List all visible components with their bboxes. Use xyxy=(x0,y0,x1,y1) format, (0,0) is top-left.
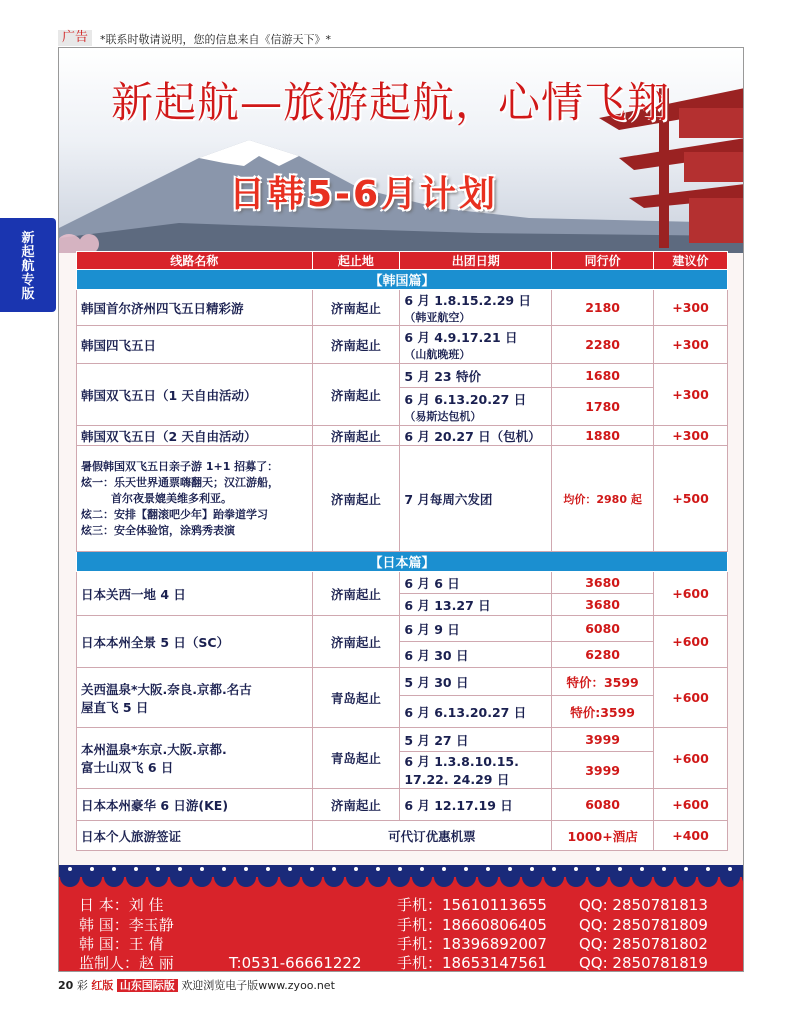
suggested-price: +600 xyxy=(654,616,728,668)
section-korea xyxy=(77,270,728,290)
contact-panel xyxy=(59,873,744,972)
route-name: 韩国四飞五日 xyxy=(77,326,313,364)
date-line: 6 月 6.13.20.27 日 xyxy=(400,696,552,728)
contact-name: 韩 国：王 倩 xyxy=(79,935,164,953)
table-row xyxy=(77,446,728,552)
trade-price: 1680 xyxy=(552,364,654,388)
trade-price: 2180 xyxy=(552,290,654,326)
column-header: 建议价 xyxy=(654,252,728,270)
table-row xyxy=(77,326,728,364)
side-tab-char: 航 xyxy=(21,259,35,274)
table-row xyxy=(77,728,728,752)
section-japan xyxy=(77,552,728,572)
contact-qq: QQ: 2850781802 xyxy=(579,935,708,953)
trade-price: 3999 xyxy=(552,728,654,752)
contact-name: 监制人：赵 丽 xyxy=(79,954,174,972)
trade-price: 6080 xyxy=(552,789,654,821)
route-name: 韩国首尔济州四飞五日精彩游 xyxy=(77,290,313,326)
departure: 济南起止 xyxy=(312,290,400,326)
date-line: 5 月 23 特价 xyxy=(400,364,552,388)
dates xyxy=(400,290,552,326)
trade-price: 均价：2980 起 xyxy=(552,446,654,552)
suggested-price: +600 xyxy=(654,789,728,821)
trade-price: 2280 xyxy=(552,326,654,364)
table-row xyxy=(77,572,728,594)
departure: 济南起止 xyxy=(312,426,400,446)
route-name: 日本个人旅游签证 xyxy=(77,821,313,851)
date-line: 6 月 1.8.15.2.29 日 xyxy=(404,292,531,308)
dates xyxy=(400,752,552,789)
date-line: 5 月 30 日 xyxy=(400,668,552,696)
suggested-price: +600 xyxy=(654,728,728,789)
desc-line: 炫二：安排【翻滚吧少年】跆拳道学习 xyxy=(81,507,268,521)
route-name: 日本关西一地 4 日 xyxy=(77,572,313,616)
contact-name: 日 本：刘 佳 xyxy=(79,896,164,914)
route-name: 日本本州全景 5 日（SC） xyxy=(77,616,313,668)
side-tab-char: 起 xyxy=(21,245,35,260)
dates xyxy=(400,326,552,364)
column-header: 出团日期 xyxy=(400,252,552,270)
contact-mobile: 手机：15610113655 xyxy=(397,896,547,914)
trade-price: 6280 xyxy=(552,642,654,668)
date-line: 6 月 20.27 日（包机） xyxy=(400,426,552,446)
date-line: 6 月 6 日 xyxy=(400,572,552,594)
side-tab xyxy=(0,218,56,312)
suggested-price: +300 xyxy=(654,426,728,446)
route-name-line: 关西温泉*大阪.奈良.京都.名古 xyxy=(81,681,252,697)
top-notice xyxy=(0,30,800,46)
route-name-line: 屋直飞 5 日 xyxy=(81,699,149,715)
trade-price: 3680 xyxy=(552,594,654,616)
departure: 济南起止 xyxy=(312,446,400,552)
desc-line: 暑假韩国双飞五日亲子游 1+1 招募了： xyxy=(81,459,279,473)
website-link[interactable]: 欢迎浏览电子版www.zyoo.net xyxy=(181,979,335,992)
route-name xyxy=(77,668,313,728)
contact-name: 韩 国：李玉静 xyxy=(79,916,174,934)
suggested-price: +300 xyxy=(654,290,728,326)
table-row xyxy=(77,426,728,446)
date-line: 6 月 4.9.17.21 日 xyxy=(404,329,518,345)
table-row xyxy=(77,668,728,696)
table-row xyxy=(77,789,728,821)
contact-row xyxy=(79,895,739,915)
contact-row xyxy=(79,953,739,972)
ad-frame xyxy=(58,47,744,972)
side-tab-char: 新 xyxy=(21,231,35,246)
contact-mobile: 手机：18396892007 xyxy=(397,935,547,953)
suggested-price: +600 xyxy=(654,572,728,616)
date-note: （韩亚航空） xyxy=(404,310,471,324)
route-name: 日本本州豪华 6 日游(KE) xyxy=(77,789,313,821)
departure: 青岛起止 xyxy=(312,668,400,728)
suggested-price: +400 xyxy=(654,821,728,851)
departure: 济南起止 xyxy=(312,326,400,364)
contact-row xyxy=(79,934,739,954)
contact-row xyxy=(79,915,739,935)
edition-badge: 山东国际版 xyxy=(117,979,178,992)
scallop-border xyxy=(59,865,744,887)
trade-price: 3999 xyxy=(552,752,654,789)
date-line: 5 月 27 日 xyxy=(400,728,552,752)
contact-mobile: 手机：18653147561 xyxy=(397,954,547,972)
page-footer xyxy=(58,977,335,995)
contact-qq: QQ: 2850781813 xyxy=(579,896,708,914)
desc-line: 炫一：乐天世界通票嗨翻天；汉江游船， xyxy=(81,475,279,489)
suggested-price: +300 xyxy=(654,364,728,426)
date-note: （山航晚班） xyxy=(404,347,471,361)
departure: 济南起止 xyxy=(312,789,400,821)
date-line: 6 月 6.13.20.27 日 xyxy=(404,391,527,407)
section-title: 【韩国篇】 xyxy=(77,270,728,290)
headline: 新起航—旅游起航，心情飞翔 xyxy=(111,78,671,127)
ad-note: *联系时敬请说明，您的信息来自《信游天下》* xyxy=(100,33,331,46)
table-row xyxy=(77,290,728,326)
trade-price: 1780 xyxy=(552,388,654,426)
route-description xyxy=(77,446,313,552)
departure: 青岛起止 xyxy=(312,728,400,789)
date-line: 6 月 1.3.8.10.15. xyxy=(404,754,519,769)
date-note: （易斯达包机） xyxy=(404,409,482,423)
route-name-line: 本州温泉*东京.大阪.京都. xyxy=(81,742,227,757)
tour-table xyxy=(76,251,728,851)
contact-mobile: 手机：18660806405 xyxy=(397,916,547,934)
date-line: 17.22. 24.29 日 xyxy=(404,772,510,787)
section-title: 【日本篇】 xyxy=(77,552,728,572)
page-number: 20 xyxy=(58,979,74,992)
route-name-line: 富士山双飞 6 日 xyxy=(81,760,174,775)
date-line: 6 月 13.27 日 xyxy=(400,594,552,616)
date-line: 6 月 12.17.19 日 xyxy=(400,789,552,821)
table-row xyxy=(77,364,728,388)
date-line: 7 月每周六发团 xyxy=(400,446,552,552)
side-tab-char: 专 xyxy=(21,273,35,288)
table-header xyxy=(77,252,728,270)
table-row xyxy=(77,821,728,851)
subheadline: 日韩5-6月计划 xyxy=(229,174,499,215)
banner xyxy=(59,48,744,253)
desc-line: 首尔夜景媲美维多利亚。 xyxy=(111,491,232,505)
trade-price: 特价:3599 xyxy=(552,696,654,728)
route-name: 韩国双飞五日（1 天自由活动） xyxy=(77,364,313,426)
table-row xyxy=(77,616,728,642)
edition-label: 红版 xyxy=(91,979,114,992)
contact-qq: QQ: 2850781809 xyxy=(579,916,708,934)
route-note: 可代订优惠机票 xyxy=(312,821,552,851)
column-header: 起止地 xyxy=(312,252,400,270)
departure: 济南起止 xyxy=(312,616,400,668)
suggested-price: +500 xyxy=(654,446,728,552)
date-line: 6 月 9 日 xyxy=(400,616,552,642)
trade-price: 1000+酒店 xyxy=(552,821,654,851)
ad-tag: 广告 xyxy=(58,30,92,46)
trade-price: 特价：3599 xyxy=(552,668,654,696)
trade-price: 3680 xyxy=(552,572,654,594)
column-header: 同行价 xyxy=(552,252,654,270)
trade-price: 6080 xyxy=(552,616,654,642)
suggested-price: +600 xyxy=(654,668,728,728)
contact-qq: QQ: 2850781819 xyxy=(579,954,708,972)
desc-line: 炫三：安全体验馆，涂鸦秀表演 xyxy=(81,523,235,537)
route-name: 韩国双飞五日（2 天自由活动） xyxy=(77,426,313,446)
departure: 济南起止 xyxy=(312,572,400,616)
route-name xyxy=(77,728,313,789)
contact-tel: T:0531-66661222 xyxy=(229,954,362,972)
suggested-price: +300 xyxy=(654,326,728,364)
date-line: 6 月 30 日 xyxy=(400,642,552,668)
column-header: 线路名称 xyxy=(77,252,313,270)
caiban-label: 彩 xyxy=(76,979,88,992)
departure: 济南起止 xyxy=(312,364,400,426)
side-tab-char: 版 xyxy=(21,287,35,302)
trade-price: 1880 xyxy=(552,426,654,446)
dates xyxy=(400,388,552,426)
